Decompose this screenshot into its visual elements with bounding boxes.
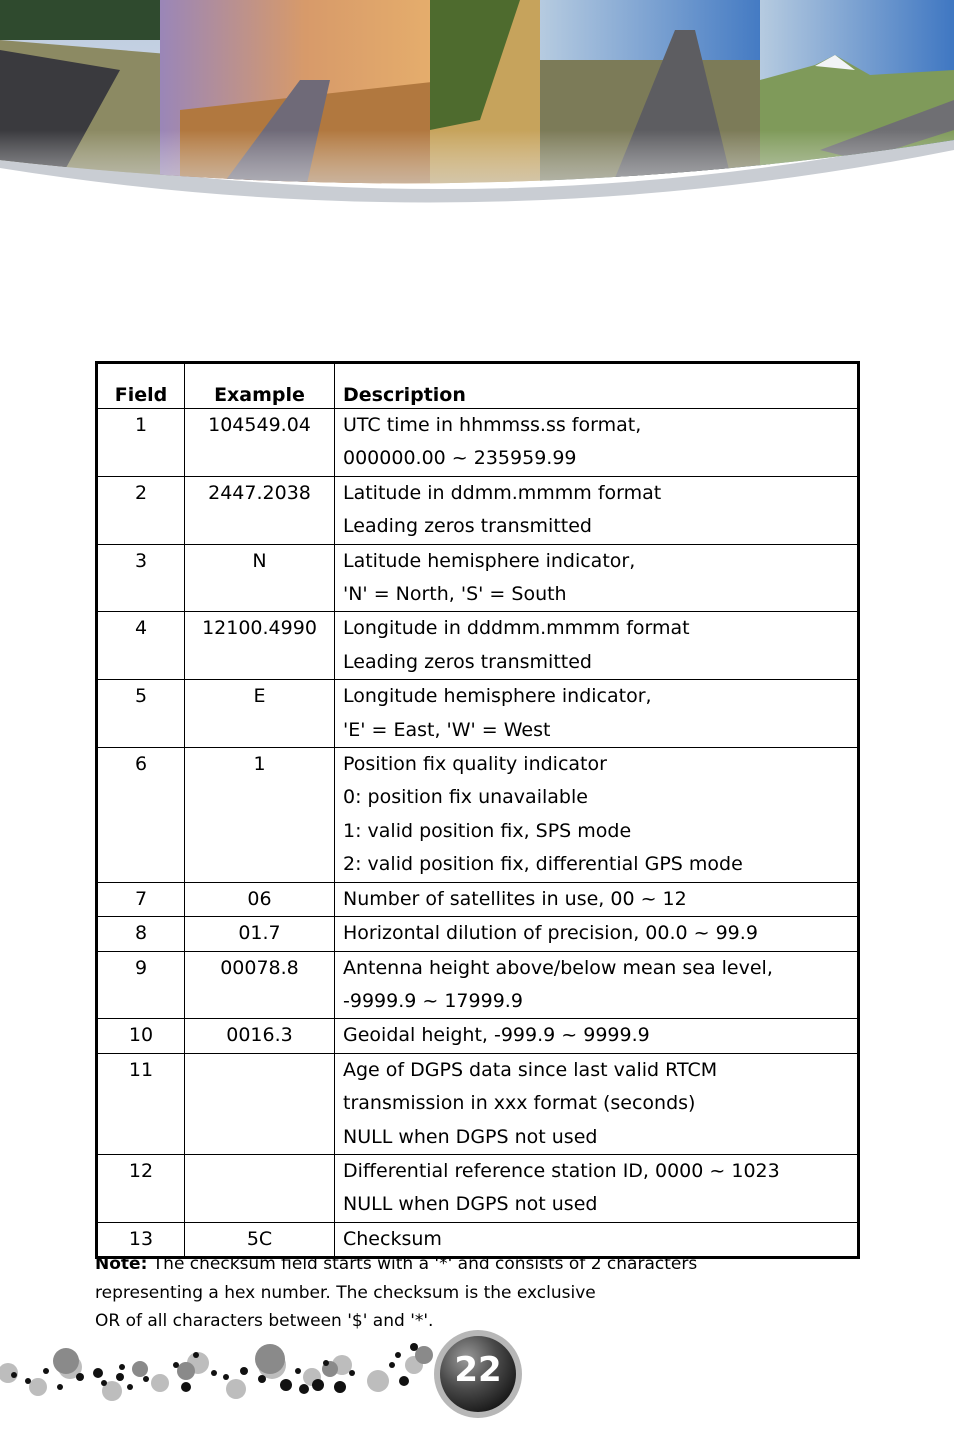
field-number-cell: 12 <box>97 1154 185 1222</box>
table-row <box>97 917 859 951</box>
example-cell: 1 <box>185 748 335 883</box>
description-cell <box>335 544 859 612</box>
field-number-cell: 6 <box>97 748 185 883</box>
description-line: Longitude hemisphere indicator, <box>343 685 652 708</box>
note-line-2: representing a hex number. The checksum is the exclusive <box>95 1282 596 1303</box>
description-line: 2: valid position fix, differential GPS mode <box>343 853 743 876</box>
note-line-3: OR of all characters between '$' and '*'. <box>95 1311 434 1331</box>
example-cell: 01.7 <box>185 917 335 951</box>
header-field: Field <box>97 363 185 409</box>
table-row <box>97 680 859 748</box>
description-line: transmission in xxx format (seconds) <box>343 1092 696 1115</box>
description-cell <box>335 882 859 916</box>
description-line: Antenna height above/below mean sea level, <box>343 956 773 979</box>
table-row <box>97 951 859 1019</box>
header-banner-image <box>0 0 954 215</box>
field-number-cell: 10 <box>97 1019 185 1053</box>
description-line: 'E' = East, 'W' = West <box>343 718 551 741</box>
note-line-1: The checksum field starts with a '*' and consists of 2 characters <box>147 1254 698 1274</box>
field-number-cell: 9 <box>97 951 185 1019</box>
description-cell <box>335 951 859 1019</box>
field-number-cell: 3 <box>97 544 185 612</box>
description-line: NULL when DGPS not used <box>343 1125 598 1148</box>
description-line: 'N' = North, 'S' = South <box>343 583 567 606</box>
field-number-cell: 8 <box>97 917 185 951</box>
table-body <box>97 409 859 1258</box>
example-cell <box>185 1154 335 1222</box>
table-row <box>97 544 859 612</box>
note-label: Note: <box>95 1254 148 1274</box>
table-row <box>97 882 859 916</box>
nmea-field-table <box>95 361 860 1259</box>
description-line: 1: valid position fix, SPS mode <box>343 819 632 842</box>
description-line: Position fix quality indicator <box>343 753 607 776</box>
description-cell <box>335 1019 859 1053</box>
description-line: NULL when DGPS not used <box>343 1193 598 1216</box>
description-line: Leading zeros transmitted <box>343 515 592 538</box>
example-cell: 2447.2038 <box>185 476 335 544</box>
description-cell <box>335 1154 859 1222</box>
field-number-cell: 4 <box>97 612 185 680</box>
description-cell <box>335 1053 859 1154</box>
table-row <box>97 612 859 680</box>
field-number-cell: 11 <box>97 1053 185 1154</box>
field-number-cell: 2 <box>97 476 185 544</box>
table-header-row <box>97 363 859 409</box>
description-line: Differential reference station ID, 0000 ~ 1023 <box>343 1159 780 1182</box>
description-cell <box>335 680 859 748</box>
table-row <box>97 409 859 477</box>
description-cell <box>335 476 859 544</box>
description-line: 0: position fix unavailable <box>343 786 588 809</box>
footer-dots-decoration <box>0 1325 440 1405</box>
description-line: UTC time in hhmmss.ss format, <box>343 414 642 436</box>
table-row <box>97 1053 859 1154</box>
table-row <box>97 748 859 883</box>
description-line: Checksum <box>343 1227 442 1250</box>
example-cell: 06 <box>185 882 335 916</box>
example-cell: 0016.3 <box>185 1019 335 1053</box>
example-cell: 12100.4990 <box>185 612 335 680</box>
description-line: Horizontal dilution of precision, 00.0 ~ 99.9 <box>343 922 758 945</box>
description-line: Leading zeros transmitted <box>343 650 592 673</box>
description-line: Latitude in ddmm.mmmm format <box>343 481 662 504</box>
field-number-cell: 5 <box>97 680 185 748</box>
description-line: Number of satellites in use, 00 ~ 12 <box>343 887 687 910</box>
example-cell: 00078.8 <box>185 951 335 1019</box>
description-line: Age of DGPS data since last valid RTCM <box>343 1058 718 1081</box>
example-cell: E <box>185 680 335 748</box>
example-cell: 5C <box>185 1222 335 1257</box>
description-cell <box>335 409 859 477</box>
description-line: Latitude hemisphere indicator, <box>343 549 636 572</box>
field-number-cell: 7 <box>97 882 185 916</box>
header-example: Example <box>185 363 335 409</box>
description-line: Longitude in dddmm.mmmm format <box>343 617 690 640</box>
checksum-note <box>95 1250 855 1336</box>
example-cell <box>185 1053 335 1154</box>
description-line: 000000.00 ~ 235959.99 <box>343 447 577 470</box>
description-line: -9999.9 ~ 17999.9 <box>343 989 523 1012</box>
description-cell <box>335 917 859 951</box>
description-cell <box>335 748 859 883</box>
page-number: 22 <box>454 1350 502 1390</box>
table-row <box>97 1154 859 1222</box>
field-number-cell: 13 <box>97 1222 185 1257</box>
table-row <box>97 1019 859 1053</box>
example-cell: 104549.04 <box>185 409 335 477</box>
description-cell <box>335 612 859 680</box>
description-line: Geoidal height, -999.9 ~ 9999.9 <box>343 1024 650 1047</box>
field-number-cell: 1 <box>97 409 185 477</box>
table-row <box>97 476 859 544</box>
example-cell: N <box>185 544 335 612</box>
header-description: Description <box>335 363 859 409</box>
